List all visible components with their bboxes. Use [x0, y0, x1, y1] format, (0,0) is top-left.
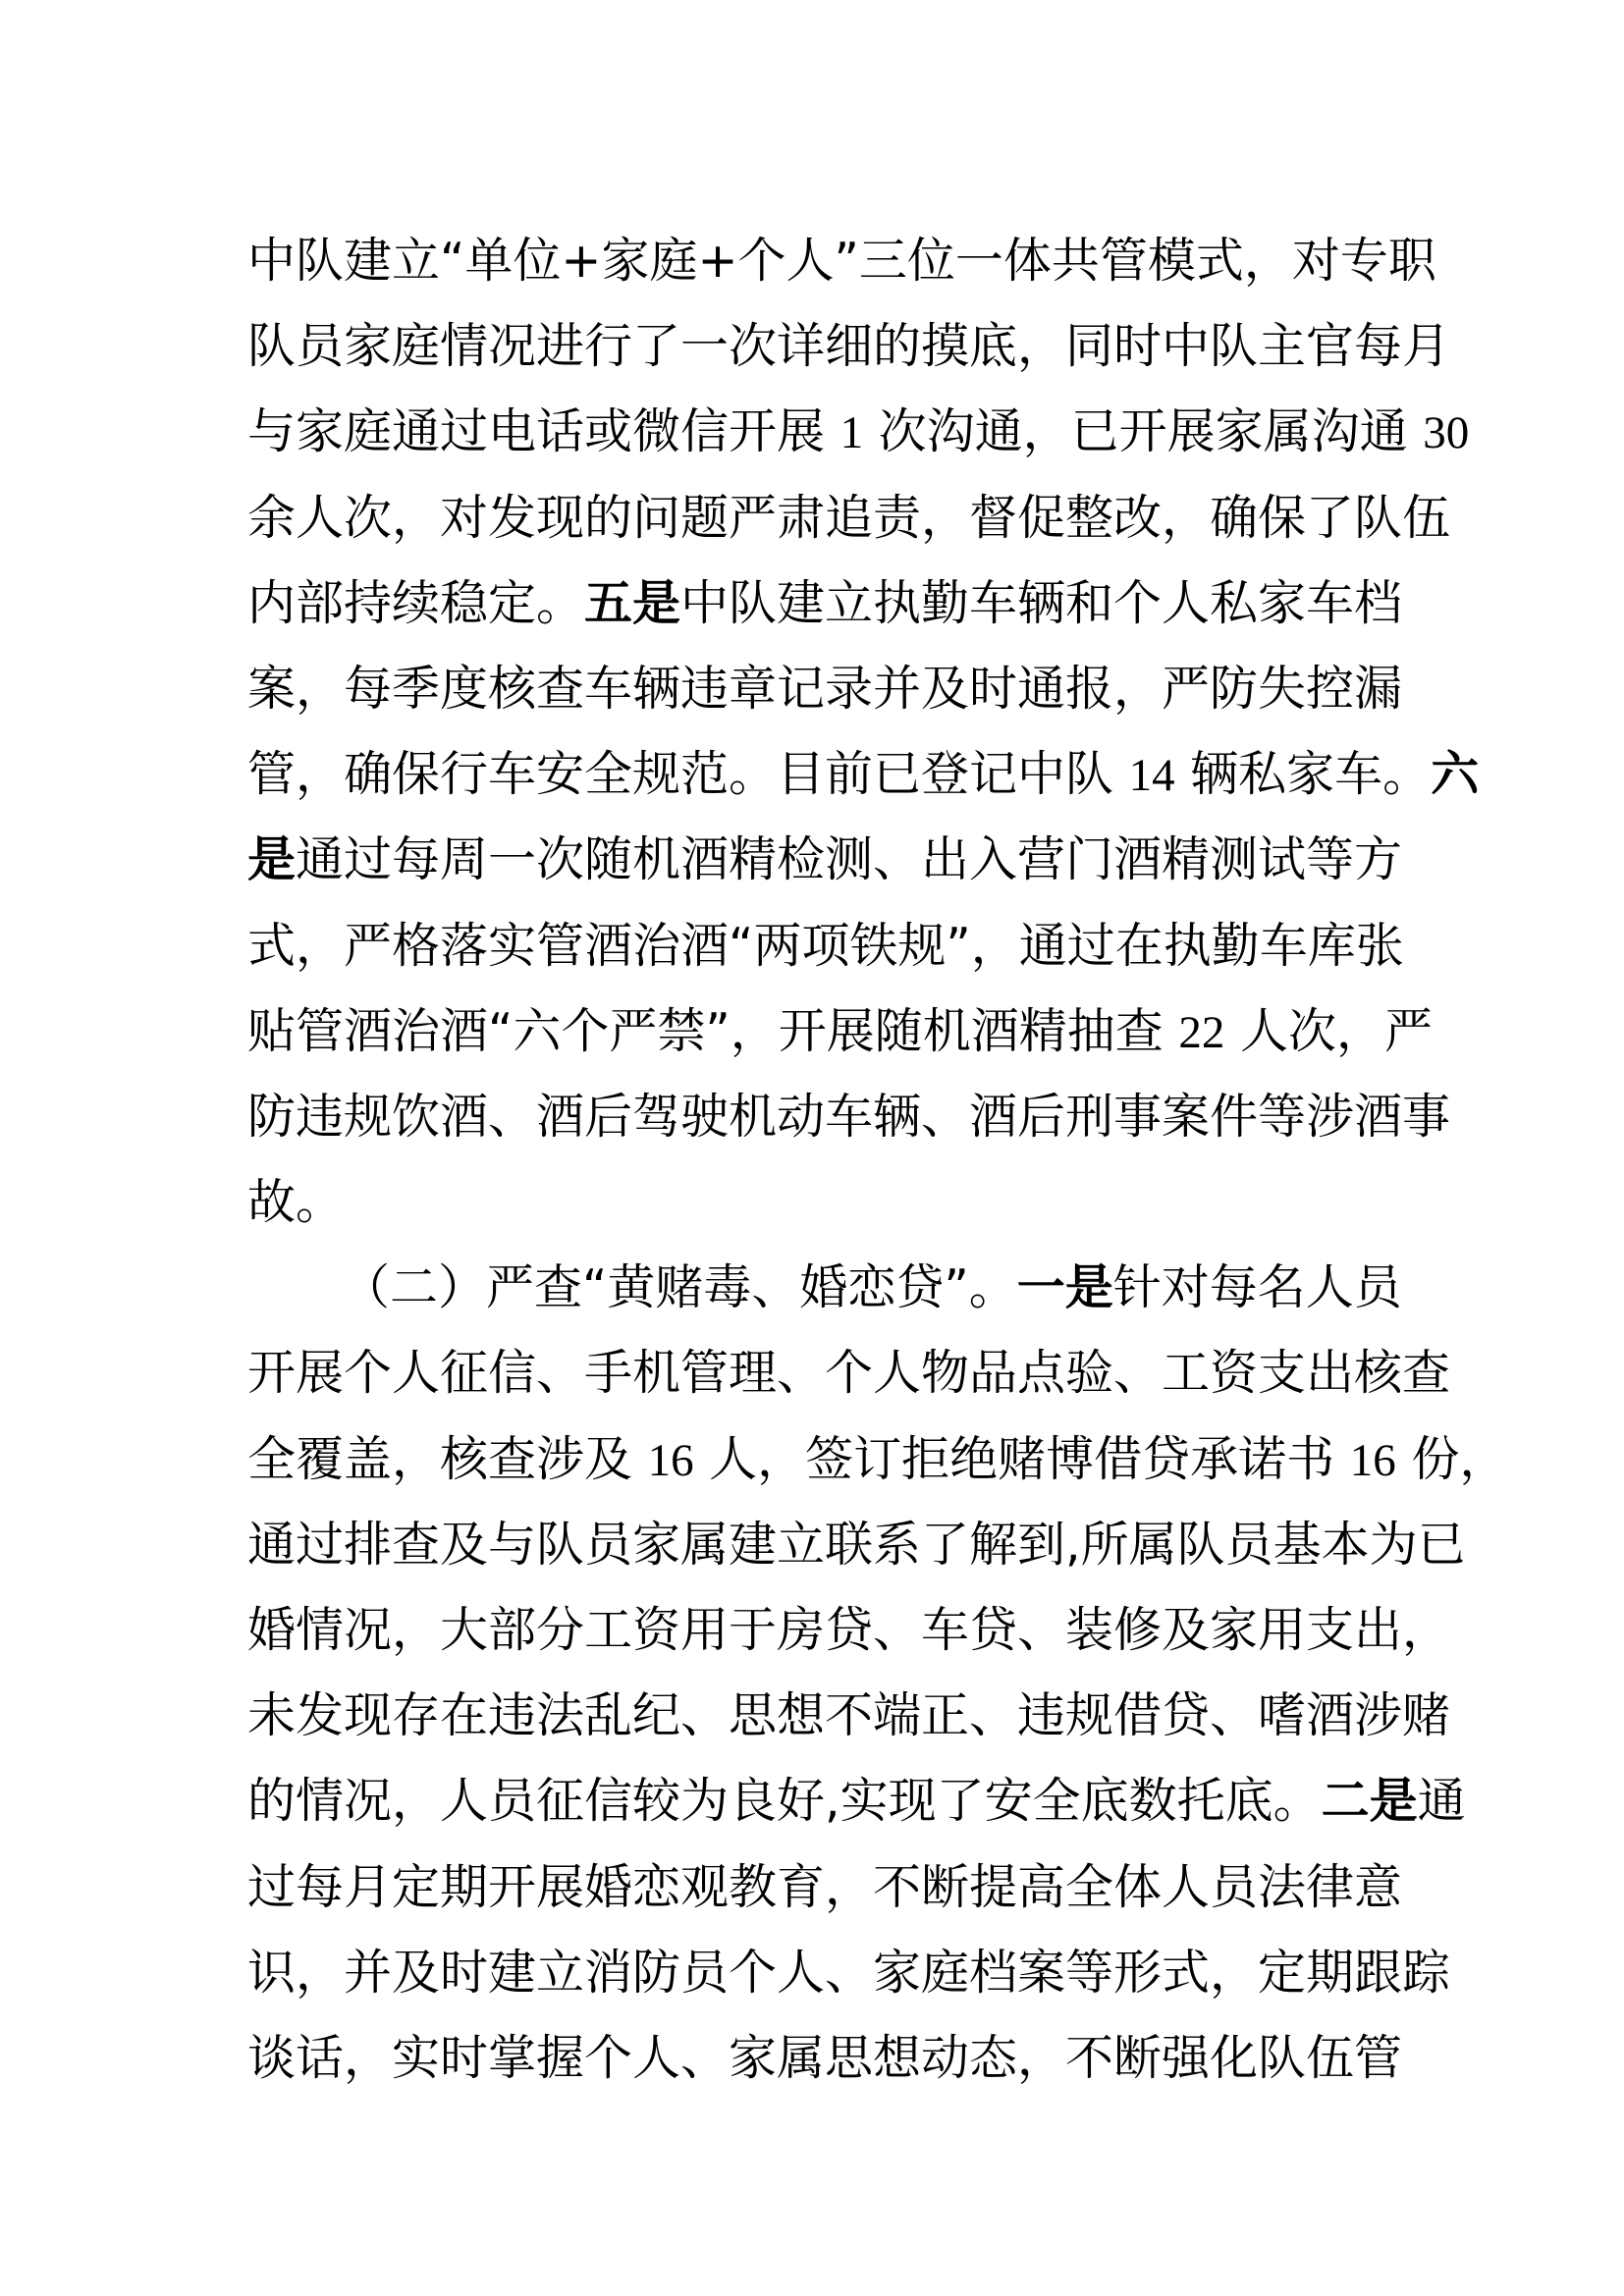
text-line: 婚情况，大部分工资用于房贷、车贷、装修及家用支出， [247, 1602, 1451, 1658]
text-line: 识，并及时建立消防员个人、家庭档案等形式，定期跟踪 [247, 1944, 1451, 2001]
text-line: 余人次，对发现的问题严肃追责，督促整改，确保了队伍 [247, 489, 1451, 546]
text-line: 全覆盖，核查涉及 16 人，签订拒绝赌博借贷承诺书 16 份， [247, 1430, 1508, 1487]
bold-lead: 一是 [1016, 1259, 1113, 1316]
text-line: 式，严格落实管酒治酒“两项铁规”，通过在执勤车库张 [247, 917, 1404, 974]
section-heading-line: （二）严查“黄赌毒、婚恋贷”。一是针对每名人员 [342, 1259, 1402, 1316]
text-line: 未发现存在违法乱纪、思想不端正、违规借贷、嗜酒涉赌 [247, 1687, 1451, 1744]
text-line: 谈话，实时掌握个人、家属思想动态，不断强化队伍管 [247, 2029, 1403, 2086]
text-line: 故。 [247, 1174, 345, 1231]
text-line: 通过排查及与队员家属建立联系了解到,所属队员基本为已 [247, 1516, 1466, 1573]
text-line: 内部持续稳定。五是中队建立执勤车辆和个人私家车档 [247, 574, 1403, 631]
bold-lead: 六 [1431, 746, 1480, 803]
text-line: 是通过每周一次随机酒精检测、出入营门酒精测试等方 [247, 831, 1403, 888]
text-line: 中队建立“单位+家庭+个人”三位一体共管模式，对专职 [247, 233, 1436, 289]
text-line: 案，每季度核查车辆违章记录并及时通报，严防失控漏 [247, 660, 1403, 717]
text-line: 队员家庭情况进行了一次详细的摸底，同时中队主官每月 [247, 318, 1451, 375]
text-line: 与家庭通过电话或微信开展 1 次沟通，已开展家属沟通 30 [247, 403, 1470, 460]
text-line: 贴管酒治酒“六个严禁”，开展随机酒精抽查 22 人次，严 [247, 1002, 1433, 1059]
text-line: 过每月定期开展婚恋观教育，不断提高全体人员法律意 [247, 1858, 1403, 1915]
text-line: 开展个人征信、手机管理、个人物品点验、工资支出核查 [247, 1345, 1451, 1402]
body-text [247, 218, 1508, 2101]
bold-lead: 二是 [1321, 1773, 1418, 1830]
text-line: 防违规饮酒、酒后驾驶机动车辆、酒后刑事案件等涉酒事 [247, 1088, 1451, 1145]
text-line: 管，确保行车安全规范。目前已登记中队 14 辆私家车。六 [247, 746, 1480, 803]
text-line: 的情况，人员征信较为良好,实现了安全底数托底。二是通 [247, 1773, 1466, 1830]
bold-lead: 五是 [584, 574, 681, 631]
bold-lead: 是 [247, 831, 297, 888]
